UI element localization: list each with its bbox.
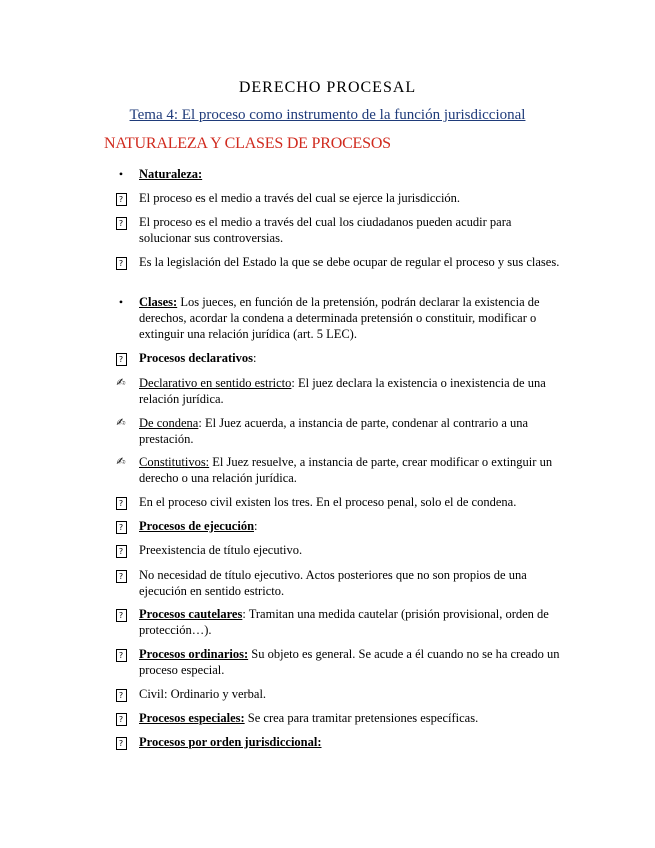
- missing-glyph-icon: ?: [112, 518, 130, 534]
- item-text: El Juez resuelve, a instancia de parte, crear modificar o extinguir un derecho o una relación jurídica.: [139, 455, 553, 485]
- list-item: [112, 518, 562, 534]
- missing-glyph-icon: ?: [112, 606, 130, 622]
- list-item: [112, 294, 562, 342]
- list-item: [112, 710, 562, 726]
- list-item: [112, 254, 562, 270]
- list-item: [112, 542, 562, 558]
- item-text: Es la legislación del Estado la que se debe ocupar de regular el proceso y sus clases.: [139, 255, 560, 269]
- missing-glyph-icon: ?: [112, 734, 130, 750]
- list-item: [112, 454, 562, 486]
- section-heading: NATURALEZA Y CLASES DE PROCESOS: [104, 135, 391, 152]
- list-item: [112, 214, 562, 246]
- item-text: Los jueces, en función de la pretensión, podrán declarar la existencia de derechos, acordar la condena a determinada pretensión o constituir, modificar o extinguir una relación jurídica (art. 5 LEC).: [139, 295, 540, 341]
- list-item: [112, 350, 562, 366]
- page-subtitle: Tema 4: El proceso como instrumento de la función jurisdiccional: [129, 107, 526, 123]
- missing-glyph-icon: ?: [112, 567, 130, 583]
- item-text: Su objeto es general. Se acude a él cuando no se ha creado un proceso especial.: [139, 647, 560, 677]
- item-label: Procesos de ejecución: [139, 519, 255, 533]
- item-text: Preexistencia de título ejecutivo.: [139, 543, 303, 557]
- item-text: No necesidad de título ejecutivo. Actos posteriores que no son propios de una ejecución en sentido estricto.: [139, 568, 527, 598]
- item-text: El proceso es el medio a través del cual se ejerce la jurisdicción.: [139, 191, 461, 205]
- bullet-icon: •: [118, 295, 124, 309]
- item-label: Clases:: [139, 295, 178, 309]
- missing-glyph-icon: ?: [112, 710, 130, 726]
- item-text: : Tramitan una medida cautelar (prisión provisional, orden de protección…).: [139, 607, 549, 637]
- pointing-hand-icon: ✍: [116, 455, 126, 468]
- missing-glyph-icon: ?: [112, 494, 130, 510]
- missing-glyph-icon: ?: [112, 686, 130, 702]
- item-label: Procesos ordinarios:: [139, 647, 249, 661]
- item-label: Procesos cautelares: [139, 607, 243, 621]
- item-text: El proceso es el medio a través del cual los ciudadanos pueden acudir para solucionar sus controversias.: [139, 215, 512, 245]
- missing-glyph-icon: ?: [112, 542, 130, 558]
- list-item: [112, 734, 562, 750]
- missing-glyph-icon: ?: [112, 190, 130, 206]
- list-item: [112, 567, 562, 599]
- missing-glyph-icon: ?: [112, 350, 130, 366]
- item-label: Declarativo en sentido estricto: [139, 376, 292, 390]
- missing-glyph-icon: ?: [112, 646, 130, 662]
- list-item: [112, 494, 562, 510]
- item-text: : El juez declara la existencia o inexistencia de una relación jurídica.: [139, 376, 546, 406]
- item-label: De condena: [139, 416, 199, 430]
- list-item: [112, 166, 562, 182]
- list-item: [112, 375, 562, 407]
- page-title: DERECHO PROCESAL: [238, 79, 417, 96]
- item-label: Procesos especiales:: [139, 711, 245, 725]
- list-item: [112, 686, 562, 702]
- list-item: [112, 190, 562, 206]
- list-item: [112, 606, 562, 638]
- bullet-icon: •: [118, 167, 124, 181]
- item-text: En el proceso civil existen los tres. En el proceso penal, solo el de condena.: [139, 495, 517, 509]
- missing-glyph-icon: ?: [112, 254, 130, 270]
- pointing-hand-icon: ✍: [116, 416, 126, 429]
- item-text: : El Juez acuerda, a instancia de parte, condenar al contrario a una prestación.: [139, 416, 529, 446]
- item-text: :: [252, 351, 257, 365]
- missing-glyph-icon: ?: [112, 214, 130, 230]
- pointing-hand-icon: ✍: [116, 376, 126, 389]
- item-label: Procesos declarativos: [139, 351, 253, 365]
- list-item: [112, 646, 562, 678]
- item-label: Constitutivos:: [139, 455, 210, 469]
- list-item: [112, 415, 562, 447]
- item-label: Naturaleza:: [139, 167, 203, 181]
- item-text: Civil: Ordinario y verbal.: [139, 687, 267, 701]
- item-label: Procesos por orden jurisdiccional:: [139, 735, 322, 749]
- item-text: :: [254, 519, 258, 533]
- item-text: Se crea para tramitar pretensiones específicas.: [244, 711, 479, 725]
